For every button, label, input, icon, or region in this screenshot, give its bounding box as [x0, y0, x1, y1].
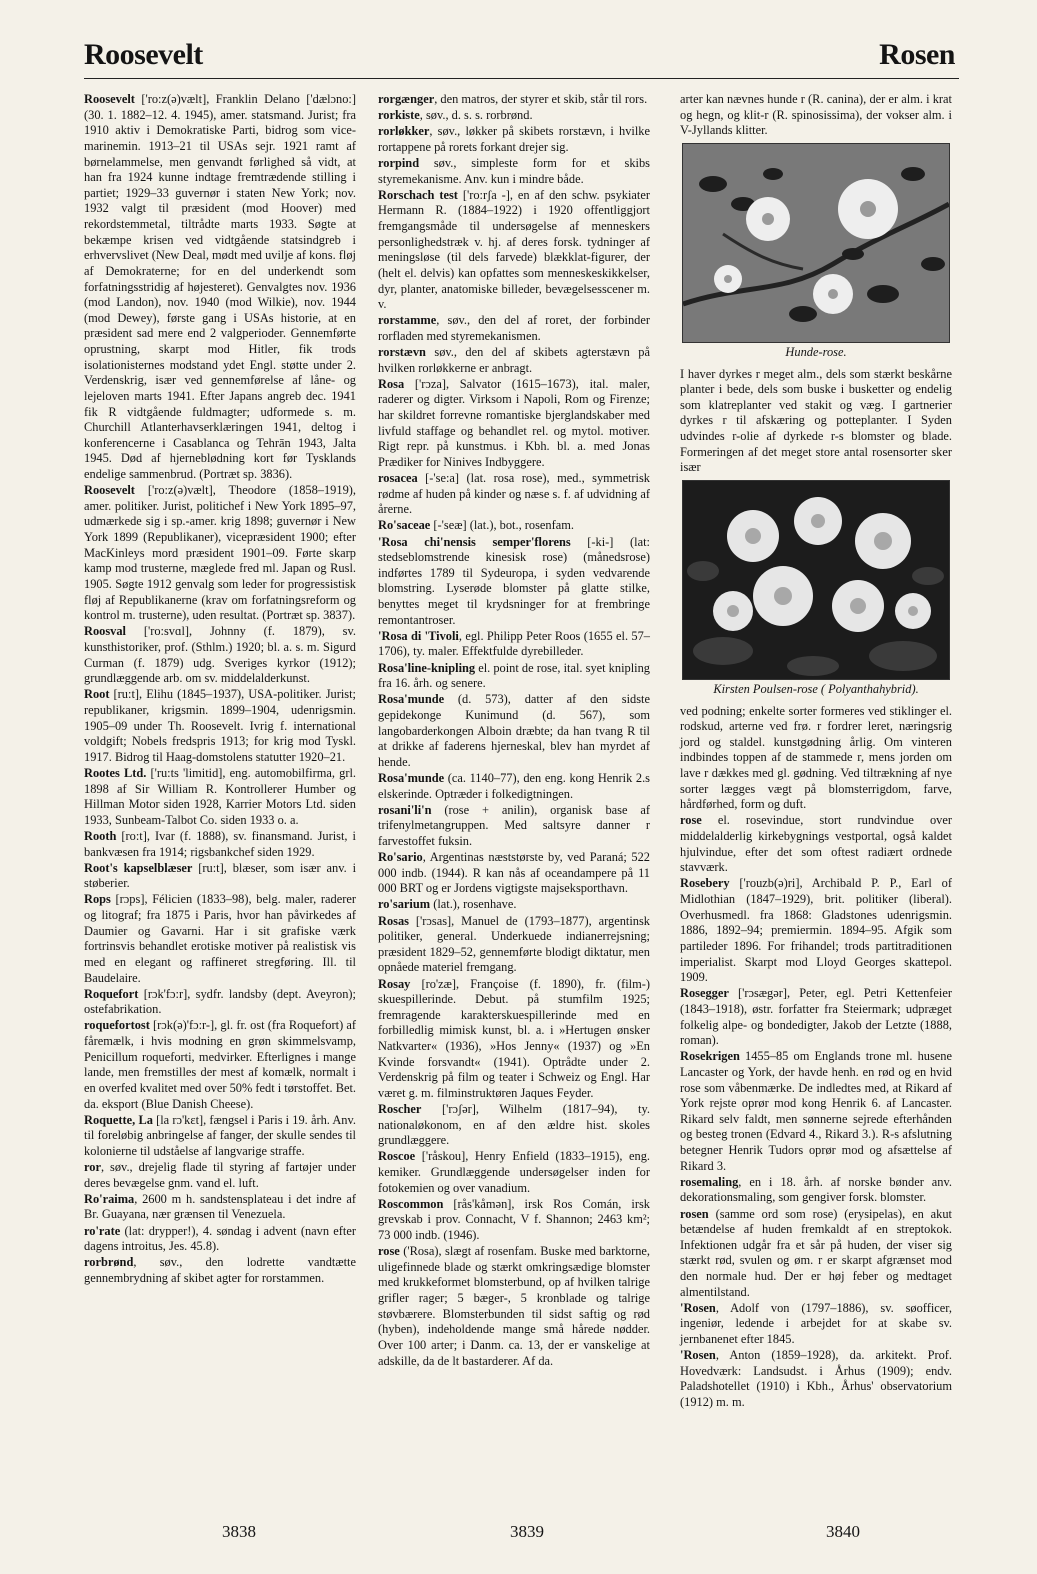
entry-headword: Rosa'line-knipling [378, 660, 476, 675]
entry-headword: 'Rosen [680, 1348, 716, 1363]
entry-text: , den matros, der styrer et skib, står til rors. [434, 92, 648, 106]
dictionary-entry [378, 1102, 650, 1149]
entry-text: ['rɔza], Salvator (1615–1673), ital. maler, raderer og digter. Virksom i Napoli, Rom og Firenze; har skildret forrevne romantiske bjerglandskaber med livfuld staffage og behandlet rel. og mytol. motiver. Rigt repr. på kunstmus. i Kbh. bl. a. med Jonas Prædiker for Ninives Indbyggere. [378, 376, 650, 469]
dictionary-entry [378, 661, 650, 692]
entry-text: el. point de rose, ital. syet knipling fra 16. årh. og senere. [378, 660, 650, 691]
dictionary-entry [378, 1197, 650, 1244]
entry-headword: rorløkker [378, 124, 430, 139]
dictionary-entry [378, 1149, 650, 1196]
dictionary-entry [378, 897, 650, 913]
figure-kirsten-poulsen-rose [682, 480, 950, 698]
dictionary-entry [378, 124, 650, 155]
entry-headword: 'Rosa di 'Tivoli [378, 628, 459, 643]
dictionary-entry [378, 108, 650, 124]
kirsten-poulsen-rose-caption: Kirsten Poulsen-rose ( Polyanthahybrid). [713, 681, 919, 696]
dictionary-entry [680, 1049, 952, 1174]
entry-headword: rosemaling [680, 1174, 739, 1189]
entry-headword: Roscommon [378, 1196, 444, 1211]
entry-headword: Ro'sario [378, 850, 423, 864]
entry-headword: Roosval [84, 624, 126, 639]
entry-headword: ro'rate [84, 1223, 121, 1238]
dictionary-entry [680, 704, 952, 813]
entry-text: , søv., drejelig flade til styring af fartøjer under deres bevægelse gnm. vand el. luft. [84, 1160, 356, 1190]
entry-text: ved podning; enkelte sorter formeres ved stiklinger el. rodskud, arterne ved frø. r fordrer leret, næringsrig jord og staldel. kunstgødning årlig. Om vinteren indbindes toppen af de stammede r, mens jorden om lave r dækkes med gl. gødning. Ved tiltrækning af nye sorter lægges vægt på blomsterrigdom, farve, hårdførhed, form og duft. [680, 703, 952, 812]
entry-text: , søv., d. s. s. rorbrønd. [419, 108, 533, 123]
entry-headword: Roquette, La [84, 1112, 153, 1127]
entry-headword: rosacea [378, 471, 418, 485]
entry-text: [ru:t], Elihu (1845–1937), USA-politiker. Jurist; republikaner, krigsmin. 1899–1904, udenrigsmin. 1905–09 under Th. Roosevelt. Ivrig f. international voldgift; Nobels fredspris 1913; for krig mod Tyskl. 1917. Bidrog til Haag-domstolens statutter 1920–21. [84, 687, 356, 764]
dictionary-entry [378, 188, 650, 313]
entry-headword: Ro'saceae [378, 518, 431, 533]
dictionary-entry [378, 629, 650, 660]
entry-text: I haver dyrkes r meget alm., dels som stærkt beskårne planter i bede, dels som buske i busketter og endelig som klatreplanter ved stakit og væg. I gartnerier dyrkes r til afskæring og potteplanter. I Syden udvindes r-olie af dyrkede r-s blomster og blade. Formeringen af det meget store antal rosensorter sker især [680, 366, 952, 475]
entry-headword: Roscher [378, 1102, 422, 1116]
dictionary-entry [84, 687, 356, 765]
entry-headword: rorpind [378, 156, 420, 170]
entry-headword: rose [378, 1244, 400, 1259]
entry-text: ['ru:ts 'limitid], eng. automobilfirma, grl. 1898 af Sir William R. Kontrollerer Humber og Hillman Motor siden 1928, Karrier Motors Ltd. siden 1933, Sunbeam-Talbot Co. siden 1933 o. a. [84, 765, 357, 827]
entry-headword: ror [84, 1160, 101, 1174]
dictionary-entry [680, 813, 952, 876]
entry-text: , Adolf von (1797–1886), sv. søofficer, ingeniør, ledende i arbejdet for at skabe sv. jernbanenet efter 1845. [680, 1300, 952, 1346]
entry-text: [rɔps], Félicien (1833–98), belg. maler, raderer og litograf; fra 1875 i Paris, hvor han påvirkedes af Daumier og Gavarni. Har i sit grafiske værk fortrinsvis behandlet erotiske motiver på realistisk vis med en elegant og raffineret stregføring. Ill. til Baudelaire. [84, 892, 356, 985]
entry-text: , søv., den del af roret, der forbinder rorfladen med styremekanismen. [378, 313, 650, 343]
entry-text: , Argentinas næststørste by, ved Paraná; 522 000 indb. (1944). R kan nås af oceandampere på 11 000 BRT og er Jordens vigtigste majseksporthavn. [378, 850, 650, 896]
dictionary-entry [378, 518, 650, 534]
dictionary-entry [84, 766, 356, 829]
dictionary-entry [84, 1192, 356, 1223]
entry-text: (ca. 1140–77), den eng. kong Henrik 2.s elskerinde. Optræder i folkedigtningen. [378, 770, 650, 801]
entry-text: , søv., løkker på skibets rorstævn, i hvilke rortappene på rorets forkant drejer sig. [378, 124, 650, 154]
entry-text: el. rosevindue, stort rundvindue over middelalderlig kirkebygnings vestportal, også kaldet hjulvindue, efter det som oftest radiært ordnede stavværk. [680, 813, 952, 875]
entry-text: [-ki-] (lat: stedseblomstrende kinesisk rose) (månedsrose) indførtes 1789 til Sydeuropa, i syden vedvarende blomstring. Lyserøde blomster på glatte stilke, benyttes meget til krydsninger for at frembringe remontantroser. [378, 534, 650, 627]
entry-headword: Rosa'munde [378, 692, 445, 707]
entry-headword: ro'sarium [378, 897, 431, 912]
entry-headword: Rorschach test [378, 187, 458, 202]
entry-headword: rosen [680, 1206, 709, 1221]
dictionary-entry [680, 1207, 952, 1301]
figure-hunde-rose [682, 143, 950, 361]
dictionary-entry [378, 692, 650, 770]
column-3 [680, 92, 952, 1411]
dictionary-entry [378, 977, 650, 1102]
entry-text: (d. 573), datter af den sidste gepidekonge Kunimund (d. 567), som langobarderkongen Alboin dræbte; da han tvang R til at drikke af faderens hjerneskal, blev han myrdet af hende. [378, 692, 650, 769]
entry-text: [-'se:a] (lat. rosa rose), med., symmetrisk rødme af huden på kinder og næse s. f. af udvidning af årerne. [378, 471, 650, 517]
entry-text: ['ro:z(ə)vælt], Theodore (1858–1919), amer. politiker. Jurist, politichef i New York 1895–97, udmærkede sig i sp.-amer. krig 1898; guvernør i New York 1899 (Republikaner), vicepræsident 1900; efter MacKinleys mord præsident 1901–09. Førte skarp kamp mod trusterne, mæglede fred ml. Japan og Rusl. 1905. Søgte 1912 genvalg som leder for progressistisk fløj af Republikanerne (krav om forfatningsreform og kontrol m. trusterne), uden resultat. (Portræt sp. 3837). [84, 483, 356, 623]
dictionary-entry [84, 987, 356, 1018]
entry-text: 1455–85 om Englands trone ml. husene Lancaster og York, der havde henh. en rød og en hvid rose som våbenmærke. De indledtes med, at Rikard af York rejste oprør mod kong Henrik 6. af Lancaster. Rikard selv faldt, men sønnerne sejrede efterhånden og besteg tronen (Edvard 4., Rikard 3.). R-s afslutning betegner Henrik Tudors oprør mod og afsættelse af Rikard 3. [680, 1049, 952, 1173]
dictionary-entry [84, 483, 356, 624]
page-number-left: 3838 [222, 1522, 256, 1541]
dictionary-entry [84, 1160, 356, 1191]
dictionary-entry [680, 1175, 952, 1206]
entry-text: [la rɔ'kɛt], fængsel i Paris i 19. årh. Anv. til foreløbig anbringelse af fanger, der skulle sendes til kolonierne til udståelse af langvarige straffe. [84, 1112, 356, 1158]
entry-text: (rose + anilin), organisk base af trifenylmetangruppen. Med saltsyre danner r farvestoffet fuksin. [378, 802, 650, 848]
entry-headword: Rooth [84, 828, 117, 843]
dictionary-entry [378, 471, 650, 518]
dictionary-entry [680, 986, 952, 1049]
hunde-rose-caption: Hunde-rose. [785, 344, 847, 359]
dictionary-entry [378, 156, 650, 187]
dictionary-entry [84, 829, 356, 860]
entry-headword: 'Rosen [680, 1300, 716, 1315]
dictionary-entry [378, 803, 650, 850]
entry-headword: Rosay [378, 976, 411, 991]
entry-headword: rorstævn [378, 345, 426, 359]
dictionary-entry [378, 1244, 650, 1369]
entry-headword: Ro'raima [84, 1191, 135, 1206]
entry-headword: Root's kapselblæser [84, 860, 193, 875]
entry-text: søv., simpleste form for et skibs styremekanisme. Anv. kun i mindre både. [378, 156, 650, 186]
entry-text: søv., den del af skibets agterstævn på hvilken rorløkkerne er anbragt. [378, 345, 650, 375]
column-1 [84, 92, 356, 1287]
entry-text: , en i 18. årh. af norske bønder anv. dekorationsmaling, som gengiver forsk. blomster. [680, 1174, 952, 1205]
dictionary-entry [84, 92, 356, 483]
entry-text: [rɔk'fɔ:r], sydfr. landsby (dept. Aveyron); ostefabrikation. [84, 986, 356, 1017]
entry-text: [-'seæ] (lat.), bot., rosenfam. [430, 518, 574, 533]
entry-text: ['rɔʃər], Wilhelm (1817–94), ty. nationaløkonom, en af den ældre hist. skoles grundlæggere. [378, 1102, 650, 1148]
page-number-middle: 3839 [510, 1522, 544, 1541]
dictionary-entry [680, 367, 952, 476]
entry-headword: Rosegger [680, 986, 729, 1001]
entry-headword: Rootes Ltd. [84, 765, 147, 780]
dictionary-entry [378, 313, 650, 344]
entry-headword: Roosevelt [84, 483, 135, 498]
entry-headword: Rosas [378, 913, 409, 928]
column-2 [378, 92, 650, 1370]
entry-headword: rosani'li'n [378, 802, 432, 817]
header-left-title: Roosevelt [84, 38, 203, 71]
entry-text: , søv., den lodrette vandtætte gennembrydning af skibet agter for rorstammen. [84, 1255, 356, 1285]
entry-text: ['rouzb(ə)ri], Archibald P. P., Earl of Midlothian (1847–1929), brit. politiker (liberal). Overhusmedl. fra 1868: Gladstones udenrigsmin. 1886, 1892–94; premiermin. 1894–95. Afgik som partileder 1896. For frihandel; trods partitraditionen imperialist. Skarpt mod Lloyd Georges skattepol. 1909. [680, 876, 952, 985]
entry-text: (lat.), rosenhave. [430, 897, 517, 912]
dictionary-entry [84, 1018, 356, 1112]
entry-text: [ro'zæ], Françoise (f. 1890), fr. (film-) skuespillerinde. Debut. på stumfilm 1925; fremragende karakterskuespillerinde med en forbilledlig mimisk kunst, bl. a. i »Hertugen ønsker Natkvarter« (1936), »Hos Jenny« (1937) og »En Kvinde forsvandt« (1941). Optrådte under 2. Verdenskrig på film og teater i Schweiz og Engl. Har været g. m. filminstruktøren Jaques Feyder. [378, 976, 650, 1100]
entry-text: [ru:t], blæser, som især anv. i støberier. [84, 860, 357, 891]
entry-text: ['råskou], Henry Enfield (1833–1915), eng. kemiker. Grundlæggende undersøgelser inden for fotokemien og over vanadium. [378, 1149, 650, 1195]
entry-text: (samme ord som rose) (erysipelas), en akut betændelse af huden fremkaldt af en streptokok. Infektionen udgår fra et sår på huden, der viser sig stærkt rød, svulen og øm. r er skarpt afgrænset mod den normale hud. Der er høj feber og medtaget almentilstand. [680, 1206, 952, 1299]
entry-headword: Root [84, 687, 110, 702]
dictionary-entry [378, 771, 650, 802]
dictionary-entry [378, 92, 650, 108]
entry-headword: rorbrønd [84, 1255, 134, 1270]
dictionary-entry [378, 850, 650, 897]
entry-headword: 'Rosa chi'nensis semper'florens [378, 534, 571, 549]
entry-text: [ro:t], Ivar (f. 1888), sv. finansmand. Jurist, i bankvæsen fra 1914; rigsbankchef siden 1929. [84, 828, 356, 859]
entry-text: ['rɔsas], Manuel de (1793–1877), argentinsk politiker, general. Underkuede indianerrejsning; præsident 1829–52, gennemførte blodigt diktatur, men opnåede materiel fremgang. [378, 913, 650, 975]
dictionary-entry [680, 1348, 952, 1411]
entry-headword: Rosekrigen [680, 1049, 740, 1064]
dictionary-entry [84, 892, 356, 986]
entry-text: arter kan nævnes hunde r (R. canina), der er alm. i krat og hegn, og klit-r (R. spinosissima), der vokser alm. i V-Jyllands klitter. [680, 92, 952, 138]
entry-headword: Roosevelt [84, 92, 135, 106]
entry-text: ('Rosa), slægt af rosenfam. Buske med barktorne, uligefinnede blade og stærkt omkringsædige blomster med krukkeformet blomsterbund, op af hvilken talrige grifler rager; 5 bæger-, 5 kronblade og talrige støvbærere. Blomsterbunden til sidst saftig og rød (hyben), indeholdende mange små hårede nødder. Over 100 arter; i Danm. ca. 13, der er vanskelige at adskille, da de lt bastarderer. Af da. [378, 1244, 650, 1368]
entry-text: [rɔk(ə)'fɔ:r-], gl. fr. ost (fra Roquefort) af fåremælk, i hvis modning en grøn skimmelsvamp, Penicillum roqueforti, medvirker. Efterlignes i mange lande, men fremstilles der mest af komælk, normalt i en overfed kvalitet med over 50% fedt i tørstoffet. Bet. da. eksport (Blue Danish Cheese). [84, 1018, 356, 1111]
entry-text: ['ro:rʃa -], en af den schw. psykiater Hermann R. (1884–1922) i 1920 offentliggjort fremgangsmåde til undersøgelse af menneskers personlighedstræk v. hj. af deres forsk. tydninger af meningsløse (til dels farvede) blækklat-figurer, der (helt el. delvis) kan opfattes som menneskeskikkelser, dyr, planter, anatomiske billeder, bevægelsesscener m. v. [378, 187, 650, 312]
header-right-title: Rosen [879, 38, 955, 71]
entry-text: , egl. Philipp Peter Roos (1655 el. 57–1706), ty. maler. Effektfulde dyrebilleder. [378, 628, 650, 659]
dictionary-entry [84, 1113, 356, 1160]
dictionary-entry [378, 377, 650, 471]
entry-headword: rorstamme [378, 313, 437, 328]
entry-headword: Rosa'munde [378, 770, 445, 785]
dictionary-entry [84, 1224, 356, 1255]
entry-text: (lat: drypper!), 4. søndag i advent (navn efter dagens introitus, Jes. 45.8). [84, 1223, 356, 1254]
dictionary-entry [378, 345, 650, 376]
entry-headword: Rosebery [680, 876, 730, 891]
entry-headword: Roquefort [84, 986, 139, 1001]
dictionary-entry [680, 92, 952, 139]
dictionary-entry [680, 876, 952, 985]
entry-text: , 2600 m h. sandstensplateau i det indre af Br. Guayana, nær grænsen til Venezuela. [84, 1191, 356, 1222]
dictionary-entry [680, 1301, 952, 1348]
hunde-rose-photo [682, 143, 950, 343]
entry-text: ['ro:svɑl], Johnny (f. 1879), sv. kunsthistoriker, prof. (Sthlm.) 1920; bl. a. s. m. Sigurd Curman (f. 1879) udg. Sveriges kyrkor (1912); grundlæggende arb. om sv. middelalderkunst. [84, 624, 356, 686]
entry-headword: Rosa [378, 376, 405, 391]
entry-text: [rås'kåmən], irsk Ros Comán, irsk grevskab i prov. Connacht, V f. Shannon; 2463 km²; 73 000 indb. (1946). [378, 1196, 650, 1242]
dictionary-entry [84, 1255, 356, 1286]
entry-headword: Roscoe [378, 1149, 416, 1164]
page-number-right: 3840 [826, 1522, 860, 1541]
header-rule [84, 78, 959, 79]
entry-headword: roquefortost [84, 1018, 150, 1033]
entry-headword: rose [680, 813, 702, 828]
dictionary-entry [84, 861, 356, 892]
entry-headword: rorkiste [378, 108, 420, 123]
entry-text: , Anton (1859–1928), da. arkitekt. Prof. Hovedværk: Landsudst. i Århus (1909); endv. Paladshotellet (1910) i Kbh., Århus' observatorium (1912) m. m. [680, 1348, 952, 1409]
dictionary-entry [84, 624, 356, 687]
entry-text: ['rɔsægər], Peter, egl. Petri Kettenfeier (1843–1918), østr. forfatter fra Steiermark; udpræget folkelig alpe- og bondedigter, Jakob der Letzte (1888, roman). [680, 986, 952, 1048]
dictionary-entry [378, 914, 650, 977]
dictionary-entry [378, 535, 650, 629]
entry-text: ['ro:z(ə)vælt], Franklin Delano ['dælɔno:] (30. 1. 1882–12. 4. 1945), amer. statsmand. Jurist; fra 1910 aktiv i Demokratiske Parti, bidrog som vice-marinemin. 1913–21 til USAs sejr. 1921 ramt af børnelammelse, men genvandt førlighed så vidt, at han fra 1924 kunne indtage fremtrædende stilling i partiet; 1929–33 guvernør i staten New York; nov. 1932 valgt til præsident (mod Hoover) med rekordstemmetal, tiltrådte marts 1933. Søgte at bekæmpe krisen ved vidtgående statsindgreb i erhvervslivet (New Deal, mødt med uvilje af kons. fløj af Demokraterne; for en del underkendt som forfatningsstridig af højesteret). Genvalgtes nov. 1936 (mod Landon), nov. 1940 (mod Wilkie), nov. 1944 (mod Dewey), første gang i USAs historie, at en præsident sad mere end 2 valgperioder. Gennemførte oprustning, skarpt mod Hitler, fik trods isolationisternes modstand ydet Engl. støtte under 2. Verdenskrig, især ved gennemførelse af låne- og lejeloven marts 1941. Efter Japans angreb dec. 1941 fik R vidtgående fuldmagter; udformede s. m. Churchill Atlanterhavserklæringen 1941, deltog i konferencerne i Casablanca og Tehrān 1943, Jalta 1945. Død af hjerneblødning kort før Tysklands endelige sammenbrud. (Portræt sp. 3836). [84, 92, 356, 481]
entry-headword: rorgænger [378, 92, 435, 106]
kirsten-poulsen-rose-photo [682, 480, 950, 680]
entry-headword: Rops [84, 892, 111, 907]
